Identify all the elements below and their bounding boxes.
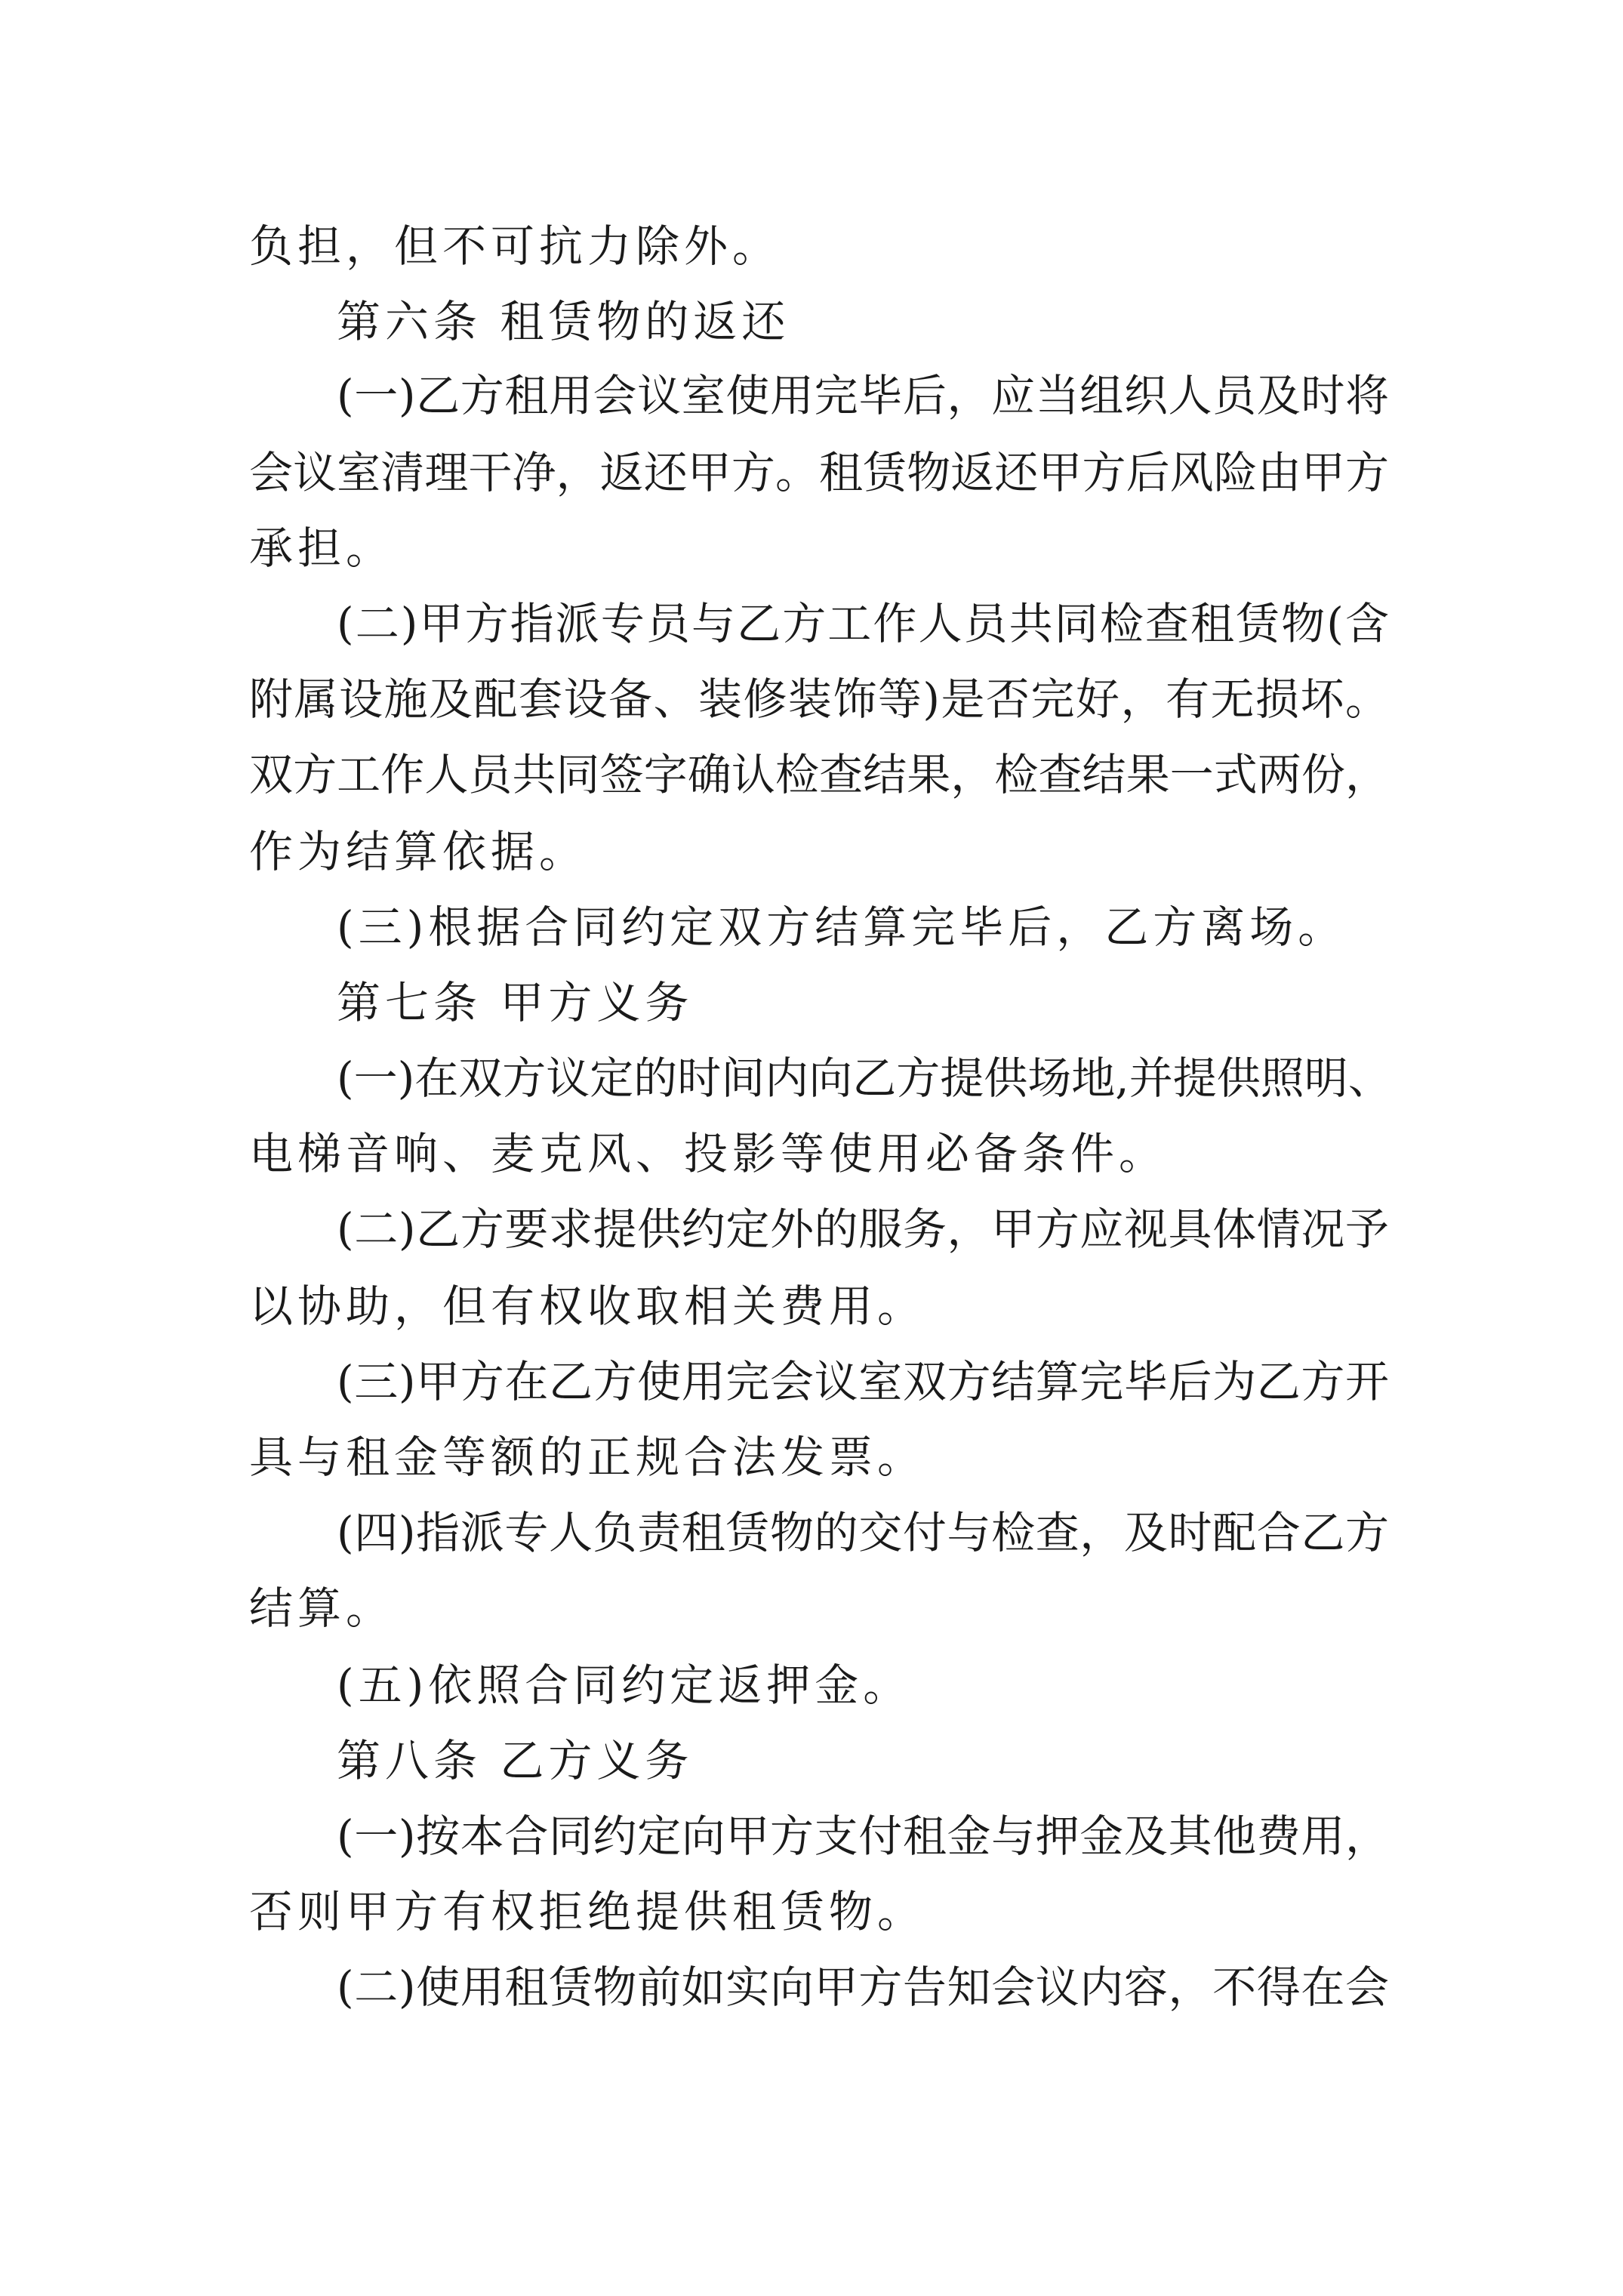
text-line: (一)乙方租用会议室使用完毕后，应当组织人员及时将 — [337, 370, 1389, 421]
article-heading: 第八条 乙方义务 — [337, 1735, 694, 1786]
text-line: 作为结算依据。 — [249, 826, 588, 877]
article-heading: 第六条 租赁物的返还 — [337, 296, 790, 347]
text-line: (一)在双方议定的时间内向乙方提供场地,并提供照明、 — [337, 1052, 1392, 1104]
text-line: 会议室清理干净，返还甲方。租赁物返还甲方后风险由甲方 — [249, 447, 1389, 498]
text-line: (二)使用租赁物前如实向甲方告知会议内容，不得在会 — [337, 1962, 1389, 2013]
text-line: (一)按本合同约定向甲方支付租金与押金及其他费用， — [337, 1811, 1389, 1862]
text-line: (三)根据合同约定双方结算完毕后，乙方离场。 — [337, 901, 1347, 953]
text-line: 电梯音响、麦克风、投影等使用必备条件。 — [249, 1128, 1168, 1179]
article-heading: 第七条 甲方义务 — [337, 977, 694, 1028]
text-line: (四)指派专人负责租赁物的交付与检查，及时配合乙方 — [337, 1507, 1389, 1558]
text-line: 否则甲方有权拒绝提供租赁物。 — [249, 1886, 926, 1937]
text-line: 双方工作人员共同签字确认检查结果，检查结果一式两份， — [249, 749, 1389, 800]
text-line: 具与租金等额的正规合法发票。 — [249, 1432, 926, 1483]
text-line: 结算。 — [249, 1583, 395, 1634]
text-line: 承担。 — [249, 522, 395, 574]
text-line: 以协助，但有权收取相关费用。 — [249, 1281, 926, 1332]
text-line: (二)甲方指派专员与乙方工作人员共同检查租赁物(含 — [337, 598, 1389, 649]
text-line: 负担，但不可抗力除外。 — [249, 220, 781, 272]
text-line: 附属设施及配套设备、装修装饰等)是否完好，有无损坏。 — [249, 673, 1389, 725]
text-line: (五)依照合同约定返押金。 — [337, 1660, 912, 1711]
text-line: (二)乙方要求提供约定外的服务，甲方应视具体情况予 — [337, 1203, 1389, 1255]
text-line: (三)甲方在乙方使用完会议室双方结算完毕后为乙方开 — [337, 1356, 1389, 1407]
